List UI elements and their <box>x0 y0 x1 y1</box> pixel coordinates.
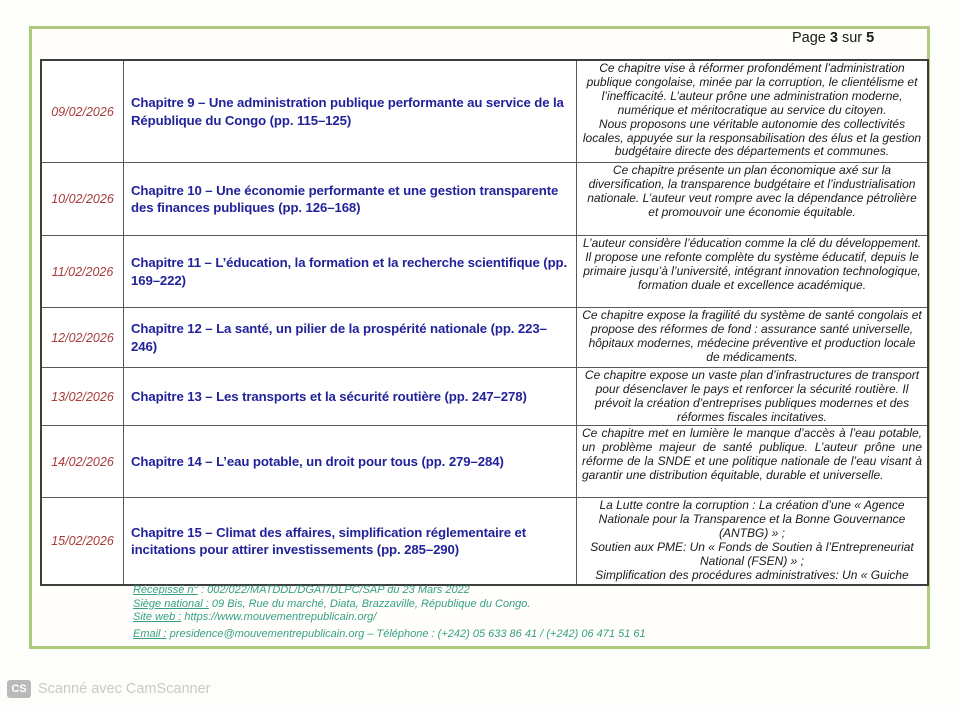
org-footer <box>133 584 646 641</box>
summary-paragraph: L’auteur considère l’éducation comme la clé du développement. Il propose une refonte complète du système éducatif, depuis le primaire jusqu’à l’université, intégrant innovation technologique, formation duale et excellence académique. <box>582 236 922 292</box>
chapter-title-cell: Chapitre 12 – La santé, un pilier de la prospérité nationale (pp. 223–246) <box>124 308 577 368</box>
page-indicator-separator: sur <box>841 30 863 46</box>
chapter-title-cell: Chapitre 15 – Climat des affaires, simplification réglementaire et incitations pour attirer investissements (pp. 285–290) <box>124 498 577 584</box>
date-cell: 14/02/2026 <box>42 426 124 498</box>
chapter-title-cell: Chapitre 13 – Les transports et la sécurité routière (pp. 247–278) <box>124 368 577 426</box>
chapter-summary-cell <box>577 368 927 426</box>
summary-paragraph: La Lutte contre la corruption : La création d’une « Agence Nationale pour la Transparence et la Bonne Gouvernance (ANTBG) » ; <box>598 498 906 540</box>
footer-line-siteweb <box>133 611 646 625</box>
chapter-summary-cell <box>577 426 927 498</box>
footer-line-email <box>133 628 646 642</box>
footer-line-recepisse <box>133 584 646 598</box>
footer-label: Récépissé n° <box>133 584 198 596</box>
date-cell: 10/02/2026 <box>42 163 124 236</box>
chapter-title-cell: Chapitre 9 – Une administration publique performante au service de la République du Congo (pp. 115–125) <box>124 61 577 163</box>
camscanner-label: Scanné avec CamScanner <box>38 681 211 697</box>
footer-value: https://www.mouvementrepublicain.org/ <box>181 611 377 623</box>
footer-label: Siège national : <box>133 597 209 610</box>
chapter-summary-cell <box>577 163 927 236</box>
summary-paragraph: Ce chapitre expose la fragilité du système de santé congolais et propose des réformes de fond : assurance santé universelle, hôpitaux modernes, médecine préventive et production locale de médicaments. <box>582 308 922 364</box>
footer-label: Email : <box>133 627 167 640</box>
footer-value: : 002/022/MATDDL/DGAT/DLPC/SAP du 23 Mars 2022 <box>197 584 470 596</box>
camscanner-logo: CS <box>7 680 31 698</box>
summary-paragraph: Ce chapitre met en lumière le manque d’accès à l’eau potable, un problème majeur de santé publique. L’auteur prône une réforme de la SNDE et une politique nationale de l’eau visant à garantir une distribution équitable, durable et universelle. <box>582 426 922 482</box>
date-cell: 15/02/2026 <box>42 498 124 584</box>
summary-paragraph: Ce chapitre présente un plan économique axé sur la diversification, la transparence budgétaire et l’industrialisation nationale. L’auteur veut rompre avec la dépendance pétrolière et promouvoir une économie équitable. <box>587 163 917 219</box>
footer-line-siege <box>133 598 646 612</box>
chapter-title-cell: Chapitre 11 – L’éducation, la formation et la recherche scientifique (pp. 169–222) <box>124 236 577 308</box>
summary-paragraph: Ce chapitre vise à réformer profondément l’administration publique congolaise, minée par la corruption, le clientélisme et l’inefficacité. L’auteur prône une administration moderne, numérique et méritocratique au service du citoyen. <box>586 61 918 117</box>
page-indicator-total: 5 <box>866 30 875 46</box>
summary-paragraph: Simplification des procédures administratives: Un « Guiche <box>595 567 909 582</box>
date-cell: 11/02/2026 <box>42 236 124 308</box>
chapter-summary-cell <box>577 308 927 368</box>
chapter-title-cell: Chapitre 14 – L’eau potable, un droit pour tous (pp. 279–284) <box>124 426 577 498</box>
chapter-summary-cell <box>577 498 927 584</box>
summary-paragraph: Soutien aux PME: Un « Fonds de Soutien à l’Entrepreneuriat National (FSEN) » ; <box>590 539 914 568</box>
chapter-title-cell: Chapitre 10 – Une économie performante et une gestion transparente des finances publiques (pp. 126–168) <box>124 163 577 236</box>
footer-value: 09 Bis, Rue du marché, Diata, Brazzaville, République du Congo. <box>208 597 531 610</box>
chapter-summary-cell <box>577 236 927 308</box>
footer-label: Site web : <box>133 611 182 623</box>
footer-value: presidence@mouvementrepublicain.org – Téléphone : (+242) 05 633 86 41 / (+242) 06 471 51 61 <box>166 627 646 640</box>
summary-paragraph: Ce chapitre expose un vaste plan d’infrastructures de transport pour désenclaver le pays et renforcer la sécurité routière. Il prévoit la création d’entreprises publiques modernes et des réformes fiscales incitatives. <box>584 368 920 424</box>
chapter-schedule-table <box>40 59 929 586</box>
summary-paragraph: Nous proposons une véritable autonomie des collectivités locales, appuyée sur la responsabilisation des élus et la gestion budgétaire directe des départements et communes. <box>582 116 922 159</box>
date-cell: 12/02/2026 <box>42 308 124 368</box>
date-cell: 09/02/2026 <box>42 61 124 163</box>
camscanner-watermark <box>7 680 211 698</box>
date-cell: 13/02/2026 <box>42 368 124 426</box>
chapter-summary-cell <box>577 61 927 163</box>
page-indicator-prefix: Page <box>792 30 826 46</box>
page-indicator <box>792 30 874 46</box>
page-indicator-current: 3 <box>829 30 838 46</box>
